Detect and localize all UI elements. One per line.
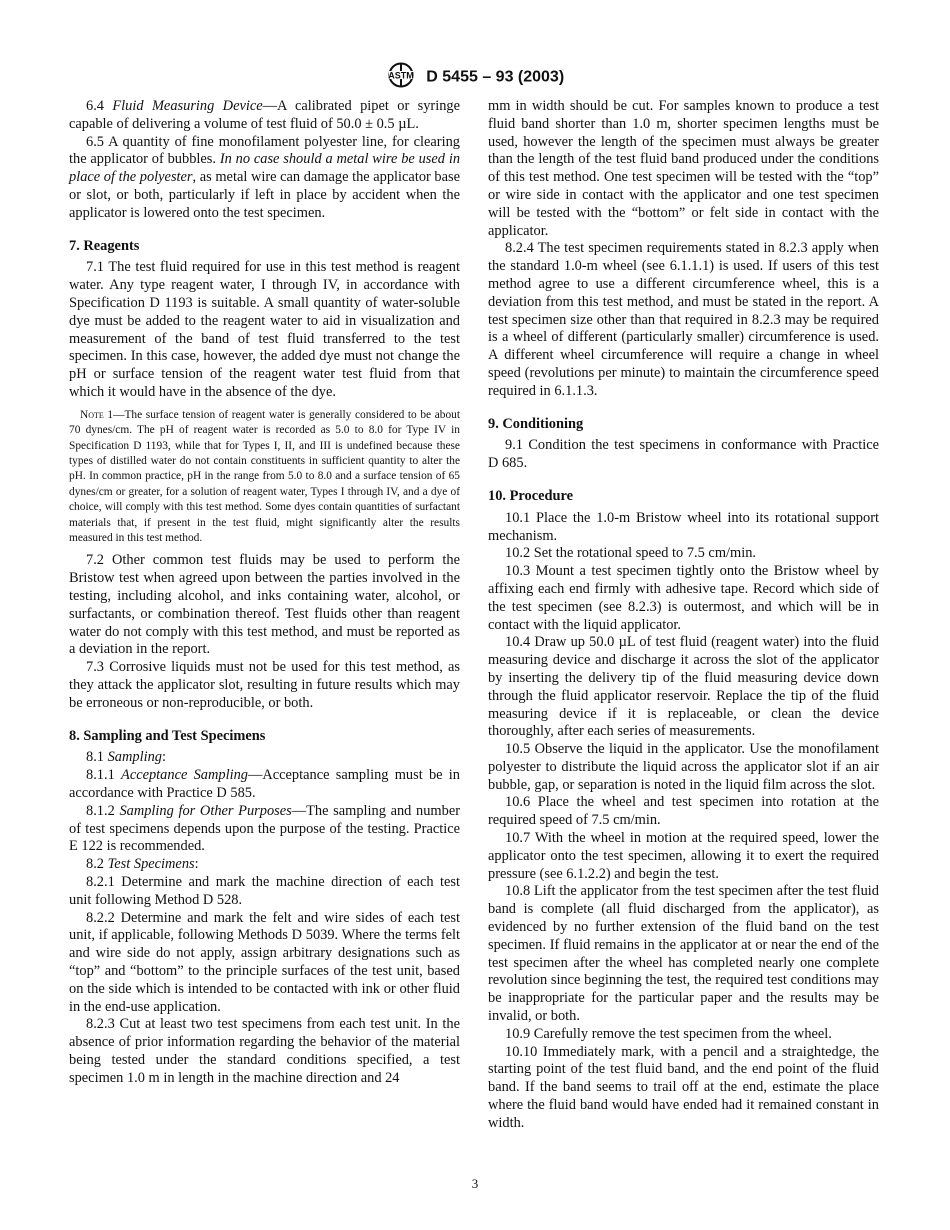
- paragraph-6-4: [69, 98, 460, 134]
- note-1: [69, 408, 460, 547]
- heading-reagents: 7. Reagents: [69, 237, 140, 254]
- paragraph-text: , as metal wire can damage the applicator base or slot, or both, particularly if left in place by accident when the applicator is lowered onto the test specimen.: [69, 169, 460, 221]
- paragraph-6-5: [69, 134, 460, 223]
- paragraph-7-2: 7.2 Other common test fluids may be used to perform the Bristow test when agreed upon between the parties involved in the testing, including alcohol, and inks containing water, alcohol, or surfactants, or combination thereof. Test fluids other than reagent water do not comply with this test method, and must be reported as a deviation in the report.: [69, 552, 460, 658]
- heading-procedure: 10. Procedure: [488, 487, 573, 504]
- note-text: 1—The surface tension of reagent water is generally considered to be about 70 dynes/cm. The pH of reagent water is recorded as 5.0 to 8.0 for Type IV in Specification D 1193, while that for Types I, II, and III is undefined because these types of distilled water do not contain constituents in sufficient quantity to alter the pH. In common practice, pH in the range from 5.0 to 8.0 and a surface tension of 65 dynes/cm or greater, for a solution of reagent water, Types I through IV, and a dye of choice, will comply with this test method. Some dyes contain quantities of surfactant materials that, if present in the test fluid, might significantly alter the results measured in this test method.: [69, 408, 460, 544]
- paragraph-text: :: [161, 749, 166, 766]
- paragraph-9-1: 9.1 Condition the test specimens in conformance with Practice D 685.: [488, 437, 879, 472]
- paragraph-7-3: 7.3 Corrosive liquids must not be used for this test method, as they attack the applicator slot, resulting in future results which may be erroneous or non-reproducible, or both.: [69, 659, 460, 711]
- paragraph-8-2-2: 8.2.2 Determine and mark the felt and wire sides of each test unit, if applicable, following Methods D 5039. Where the terms felt and wire side do not apply, assign arbitrary designations such as “top” and “bottom” to the principle surfaces of the test unit, based on the side which is intended to be contacted with ink or other fluid in the end-use application.: [69, 909, 460, 1015]
- page-header: [0, 62, 950, 93]
- paragraph-10-2: 10.2 Set the rotational speed to 7.5 cm/min.: [505, 545, 756, 562]
- paragraph-text: :: [194, 856, 199, 873]
- paragraph-8-2-3-continued: mm in width should be cut. For samples known to produce a test fluid band shorter than 1.0 m, shorter specimen lengths must be used, however the length of the specimen must always be greater than the length of the test fluid band produced under the conditions of this test method. One test specimen will be tested with the “top” or wire side in contact with the applicator and one test specimen will be tested with the “bottom” or felt side in contact with the applicator.: [488, 98, 879, 239]
- right-column: [488, 98, 879, 1133]
- paragraph-10-7: 10.7 With the wheel in motion at the required speed, lower the applicator onto the test specimen, allowing it to exert the required pressure (see 6.1.2.2) and begin the test.: [488, 830, 879, 882]
- paragraph-10-8: 10.8 Lift the applicator from the test specimen after the test fluid band is complete (all fluid discharged from the applicator), as evidenced by no further extension of the fluid band on the test specimen. If fluid remains in the applicator at or near the end of the test specimen after the wheel has completed nearly one complete revolution since beginning the test, the required test conditions may be inappropriate for the particular paper and the results may be invalid, or both.: [488, 883, 879, 1025]
- svg-text:ASTM: ASTM: [388, 70, 414, 81]
- section-title: Acceptance Sampling: [121, 767, 248, 784]
- astm-logo-icon: [386, 62, 416, 93]
- paragraph-emphasis: In no case should a metal wire be used in place of the polyester: [69, 151, 461, 186]
- section-title: Sampling for Other Purposes: [119, 802, 292, 819]
- paragraph-8-1: [69, 749, 460, 767]
- section-number: 8.1.2: [86, 802, 115, 819]
- page-number: 3: [471, 1176, 479, 1191]
- section-title: Test Specimens: [107, 856, 195, 873]
- section-number: 8.1.1: [86, 767, 115, 784]
- paragraph-8-2-1: 8.2.1 Determine and mark the machine direction of each test unit following Method D 528.: [69, 873, 460, 908]
- note-label: Note: [80, 408, 104, 421]
- section-number: 8.2: [86, 856, 104, 873]
- paragraph-text: —Acceptance sampling must be in accordance with Practice D 585.: [69, 767, 460, 801]
- paragraph-10-1: 10.1 Place the 1.0-m Bristow wheel into its rotational support mechanism.: [488, 509, 879, 544]
- paragraph-8-1-2: [69, 803, 460, 856]
- paragraph-10-5: 10.5 Observe the liquid in the applicator. Use the monofilament polyester to distribute the liquid across the applicator slot if an air bubble, gap, or separation is noted in the liquid film across the slot.: [488, 741, 879, 793]
- paragraph-8-1-1: [69, 767, 460, 803]
- document-designation: D 5455 – 93 (2003): [426, 68, 565, 86]
- section-title: Fluid Measuring Device: [112, 98, 263, 114]
- paragraph-10-4: 10.4 Draw up 50.0 µL of test fluid (reagent water) into the fluid measuring device and discharge it across the slot of the applicator by inserting the delivery tip of the fluid measuring device down through the fluid applicator reservoir. Replace the tip of the fluid measuring device if it is replaceable, or clean the device thoroughly, after each series of measurements.: [488, 634, 879, 740]
- paragraph-8-2-4: 8.2.4 The test specimen requirements stated in 8.2.3 apply when the standard 1.0-m wheel (see 6.1.1.1) is used. If users of this test method agree to use a different circumference wheel, this is a deviation from this test method, and must be stated in the report. A test specimen size other than that required in 8.2.3 may be required is a wheel of different (particularly smaller) circumference is used. A different wheel circumference will require a change in wheel speed (revolutions per minute) to maintain the circumference speed required in 6.1.1.3.: [488, 240, 879, 399]
- left-column: [69, 98, 460, 1088]
- paragraph-text: —The sampling and number of test specimens depends upon the purpose of the testing. Practice E 122 is recommended.: [69, 802, 461, 855]
- paragraph-10-6: 10.6 Place the wheel and test specimen into rotation at the required speed of 7.5 cm/min.: [488, 794, 879, 829]
- heading-sampling: 8. Sampling and Test Specimens: [69, 727, 266, 744]
- section-title: Sampling: [107, 749, 162, 766]
- paragraph-10-9: 10.9 Carefully remove the test specimen from the wheel.: [505, 1025, 832, 1042]
- paragraph-text: 6.5 A quantity of fine monofilament polyester line, for clearing the applicator of bubbles.: [69, 133, 460, 168]
- section-number: 8.1: [86, 749, 104, 766]
- paragraph-text: —A calibrated pipet or syringe capable of delivering a volume of test fluid of 50.0 ± 0.5 µL.: [69, 98, 460, 132]
- paragraph-7-1: 7.1 The test fluid required for use in this test method is reagent water. Any type reagent water, I through IV, in accordance with Specification D 1193 is suitable. A small quantity of water-soluble dye must be added to the reagent water to aid in visualization and measurement of the band of test fluid transferred to the test specimen. In this case, however, the added dye must not change the pH or surface tension of the reagent water test fluid from that which it would have in the absence of the dye.: [69, 259, 460, 400]
- paragraph-10-10: 10.10 Immediately mark, with a pencil and a straightedge, the starting point of the test fluid band, and the end point of the fluid band. If the band seems to trail off at the end, estimate the place where the fluid band would have ended had it remained constant in width.: [488, 1043, 879, 1131]
- paragraph-8-2: [69, 856, 460, 874]
- paragraph-8-2-3: 8.2.3 Cut at least two test specimens from each test unit. In the absence of prior information regarding the behavior of the material being tested under the standard conditions specified, a test specimen 1.0 m in length in the machine direction and 24: [69, 1016, 460, 1086]
- section-number: 6.4: [86, 98, 104, 114]
- paragraph-10-3: 10.3 Mount a test specimen tightly onto the Bristow wheel by affixing each end firmly with adhesive tape. Record which side of the test specimen (see 8.2.3) is outermost, and which will be in contact with the liquid applicator.: [488, 563, 879, 633]
- heading-conditioning: 9. Conditioning: [488, 415, 584, 432]
